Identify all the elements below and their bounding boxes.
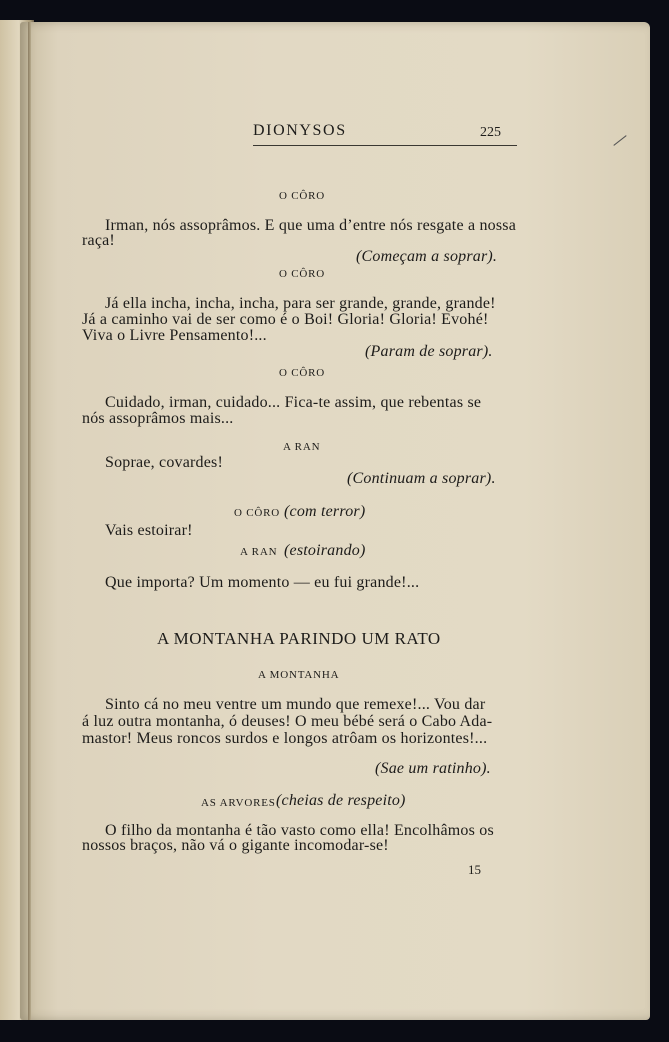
text-line: Vais estoirar! [105, 522, 193, 539]
speaker-direction: (estoirando) [284, 542, 366, 559]
header-rule [253, 145, 517, 146]
stage-direction: (Param de soprar). [365, 343, 493, 360]
text-line: Já ella incha, incha, incha, para ser grande, grande, grande! [105, 295, 496, 312]
text-line: mastor! Meus roncos surdos e longos atrôam os horizontes!... [82, 730, 488, 747]
text-line: Viva o Livre Pensamento!... [82, 327, 267, 344]
text-line: Cuidado, irman, cuidado... Fica-te assim, que rebentas se [105, 394, 482, 411]
speaker-direction: (com terror) [284, 503, 366, 520]
text-line: á luz outra montanha, ó deuses! O meu bébé será o Cabo Ada- [82, 713, 493, 730]
speaker-label: O CÔRO [234, 507, 281, 519]
text-line: Sinto cá no meu ventre um mundo que remexe!... Vou dar [105, 696, 486, 713]
speaker-label: A RAN [240, 546, 278, 558]
book-page [20, 22, 650, 1020]
gutter-shadow [28, 22, 31, 1020]
stage-direction: (Continuam a soprar). [347, 470, 496, 487]
text-line: Irman, nós assoprâmos. E que uma d’entre nós resgate a nossa [105, 217, 516, 234]
speaker-label: A MONTANHA [258, 669, 340, 681]
text-line: Já a caminho vai de ser como é o Boi! Gloria! Gloria! Evohé! [82, 311, 489, 328]
stage-direction: (Começam a soprar). [356, 248, 498, 265]
text-line: Soprae, covardes! [105, 454, 224, 471]
speaker-label: O CÔRO [279, 190, 326, 202]
signature-mark: 15 [468, 862, 481, 877]
page-number: 225 [480, 125, 501, 140]
speaker-direction: (cheias de respeito) [276, 792, 406, 809]
speaker-label: A RAN [283, 441, 321, 453]
speaker-label: AS ARVORES [201, 797, 276, 809]
running-header-title: DIONYSOS [253, 122, 347, 139]
text-line: raça! [82, 232, 115, 249]
speaker-label: O CÔRO [279, 268, 326, 280]
text-line: nossos braços, não vá o gigante incomodar-se! [82, 837, 389, 854]
text-line: nós assoprâmos mais... [82, 410, 234, 427]
speaker-label: O CÔRO [279, 367, 326, 379]
section-title: A MONTANHA PARINDO UM RATO [157, 629, 441, 648]
text-line: O filho da montanha é tão vasto como ella! Encolhâmos os [105, 822, 494, 839]
stage-direction: (Sae um ratinho). [375, 760, 491, 777]
text-line: Que importa? Um momento — eu fui grande!... [105, 574, 420, 591]
